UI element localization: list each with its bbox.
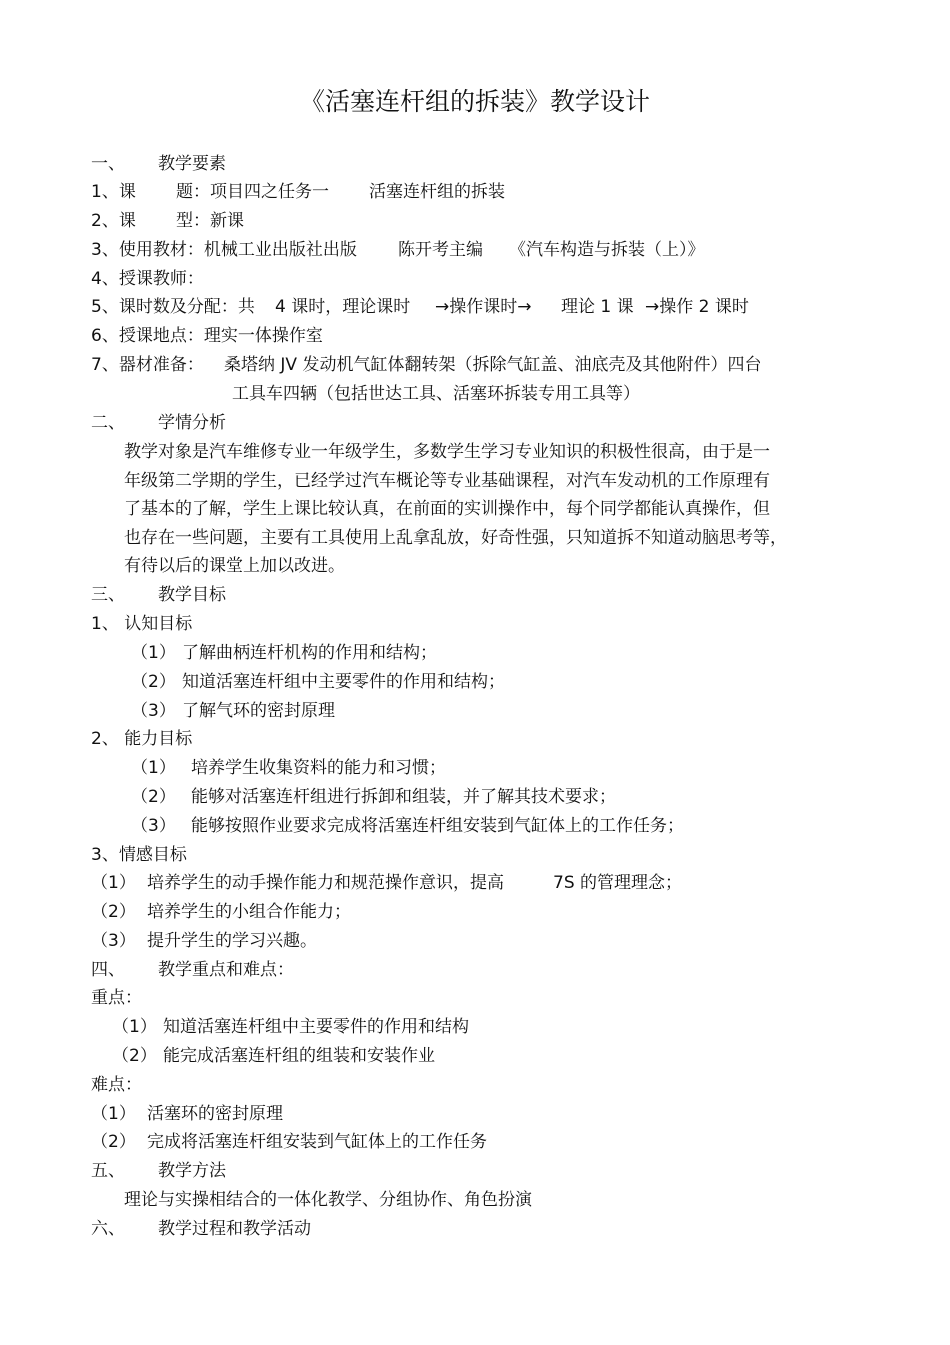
list-item-number: （1） (91, 873, 136, 893)
paragraph-line: 也存在一些问题，主要有工具使用上乱拿乱放，好奇性强，只知道拆不知道动脑思考等， (124, 527, 787, 548)
list-item-number: （1） (112, 1017, 157, 1037)
list-item-text: 知道活塞连杆组中主要零件的作用和结构 (163, 1017, 469, 1037)
list-item-text: 培养学生的小组合作能力； (147, 902, 351, 922)
list-item-text: 知道活塞连杆组中主要零件的作用和结构； (182, 672, 505, 692)
section-5-heading: 教学方法 (158, 1161, 226, 1181)
course-value: 活塞连杆组的拆装 (369, 182, 505, 202)
list-item-text-tail: 7S 的管理理念； (553, 873, 683, 893)
key-points-label: 重点： (91, 988, 142, 1008)
section-6-heading: 教学过程和教学活动 (158, 1219, 311, 1239)
section-1-heading: 教学要素 (158, 154, 226, 174)
list-item-text: 完成将活塞连杆组安装到气缸体上的工作任务 (147, 1132, 487, 1152)
section-5-number: 五、 (91, 1161, 125, 1181)
list-item-text: 能够对活塞连杆组进行拆卸和组装，并了解其技术要求； (191, 787, 616, 807)
section-6-number: 六、 (91, 1219, 125, 1239)
list-item-number: （2） (131, 672, 176, 692)
section-2-heading: 学情分析 (158, 413, 226, 433)
type-label-rest: 型：新课 (176, 211, 244, 231)
method-text: 理论与实操相结合的一体化教学、分组协作、角色扮演 (124, 1190, 532, 1210)
list-item-text: 提升学生的学习兴趣。 (147, 931, 317, 951)
course-label: 1、课 (91, 182, 136, 202)
section-3-heading: 教学目标 (158, 585, 226, 605)
type-label: 2、课 (91, 211, 136, 231)
material-label: 3、使用教材：机械工业出版社出版 (91, 240, 357, 260)
hours-part-a: 5、课时数及分配：共 (91, 297, 255, 317)
teacher-line: 4、授课教师： (91, 269, 204, 289)
cognitive-goal-heading: 1、 认知目标 (91, 614, 193, 634)
list-item-number: （2） (112, 1046, 157, 1066)
list-item-text: 活塞环的密封原理 (147, 1104, 283, 1124)
material-book: 《汽车构造与拆装（上）》 (509, 240, 705, 260)
list-item-text: 了解曲柄连杆机构的作用和结构； (182, 643, 437, 663)
list-item-number: （1） (131, 758, 176, 778)
equipment-label: 7、器材准备： (91, 355, 204, 375)
section-3-number: 三、 (91, 585, 125, 605)
material-author: 陈开考主编 (398, 240, 483, 260)
paragraph-line: 了基本的了解，学生上课比较认真，在前面的实训操作中，每个同学都能认真操作，但 (124, 499, 770, 520)
paragraph-line: 有待以后的课堂上加以改进。 (124, 556, 345, 577)
list-item-text: 能完成活塞连杆组的组装和安装作业 (163, 1046, 435, 1066)
difficult-points-label: 难点： (91, 1075, 142, 1095)
student-analysis-paragraph (124, 438, 814, 581)
section-1-number: 一、 (91, 154, 125, 174)
paragraph-line: 教学对象是汽车维修专业一年级学生，多数学生学习专业知识的积极性很高，由于是一 (124, 442, 770, 462)
list-item-number: （3） (91, 931, 136, 951)
list-item-number: （1） (131, 643, 176, 663)
course-label-rest: 题：项目四之任务一 (176, 182, 329, 202)
hours-part-c: →操作课时→ (435, 297, 532, 317)
list-item-number: （2） (131, 787, 176, 807)
list-item-text: 培养学生的动手操作能力和规范操作意识，提高 (147, 873, 504, 893)
list-item-number: （3） (131, 701, 176, 721)
section-4-number: 四、 (91, 960, 125, 980)
list-item-text: 培养学生收集资料的能力和习惯； (191, 758, 446, 778)
ability-goal-heading: 2、 能力目标 (91, 729, 193, 749)
paragraph-line: 年级第二学期的学生，已经学过汽车概论等专业基础课程，对汽车发动机的工作原理有 (124, 470, 770, 491)
section-2-number: 二、 (91, 413, 125, 433)
equipment-line-2: 工具车四辆（包括世达工具、活塞环拆装专用工具等） (232, 384, 640, 404)
hours-part-d: 理论 1 课 (561, 297, 634, 317)
hours-part-e: →操作 2 课时 (645, 297, 749, 317)
emotion-goal-heading: 3、情感目标 (91, 845, 187, 865)
hours-part-b: 4 课时，理论课时 (275, 297, 411, 317)
list-item-number: （2） (91, 1132, 136, 1152)
equipment-line-1: 桑塔纳 JV 发动机气缸体翻转架（拆除气缸盖、油底壳及其他附件）四台 (224, 355, 762, 375)
list-item-number: （3） (131, 816, 176, 836)
list-item-number: （1） (91, 1104, 136, 1124)
list-item-text: 能够按照作业要求完成将活塞连杆组安装到气缸体上的工作任务； (191, 816, 684, 836)
section-4-heading: 教学重点和难点： (158, 960, 294, 980)
page-title: 《活塞连杆组的拆装》教学设计 (299, 87, 650, 116)
list-item-number: （2） (91, 902, 136, 922)
place-line: 6、授课地点：理实一体操作室 (91, 326, 323, 346)
list-item-text: 了解气环的密封原理 (182, 701, 335, 721)
